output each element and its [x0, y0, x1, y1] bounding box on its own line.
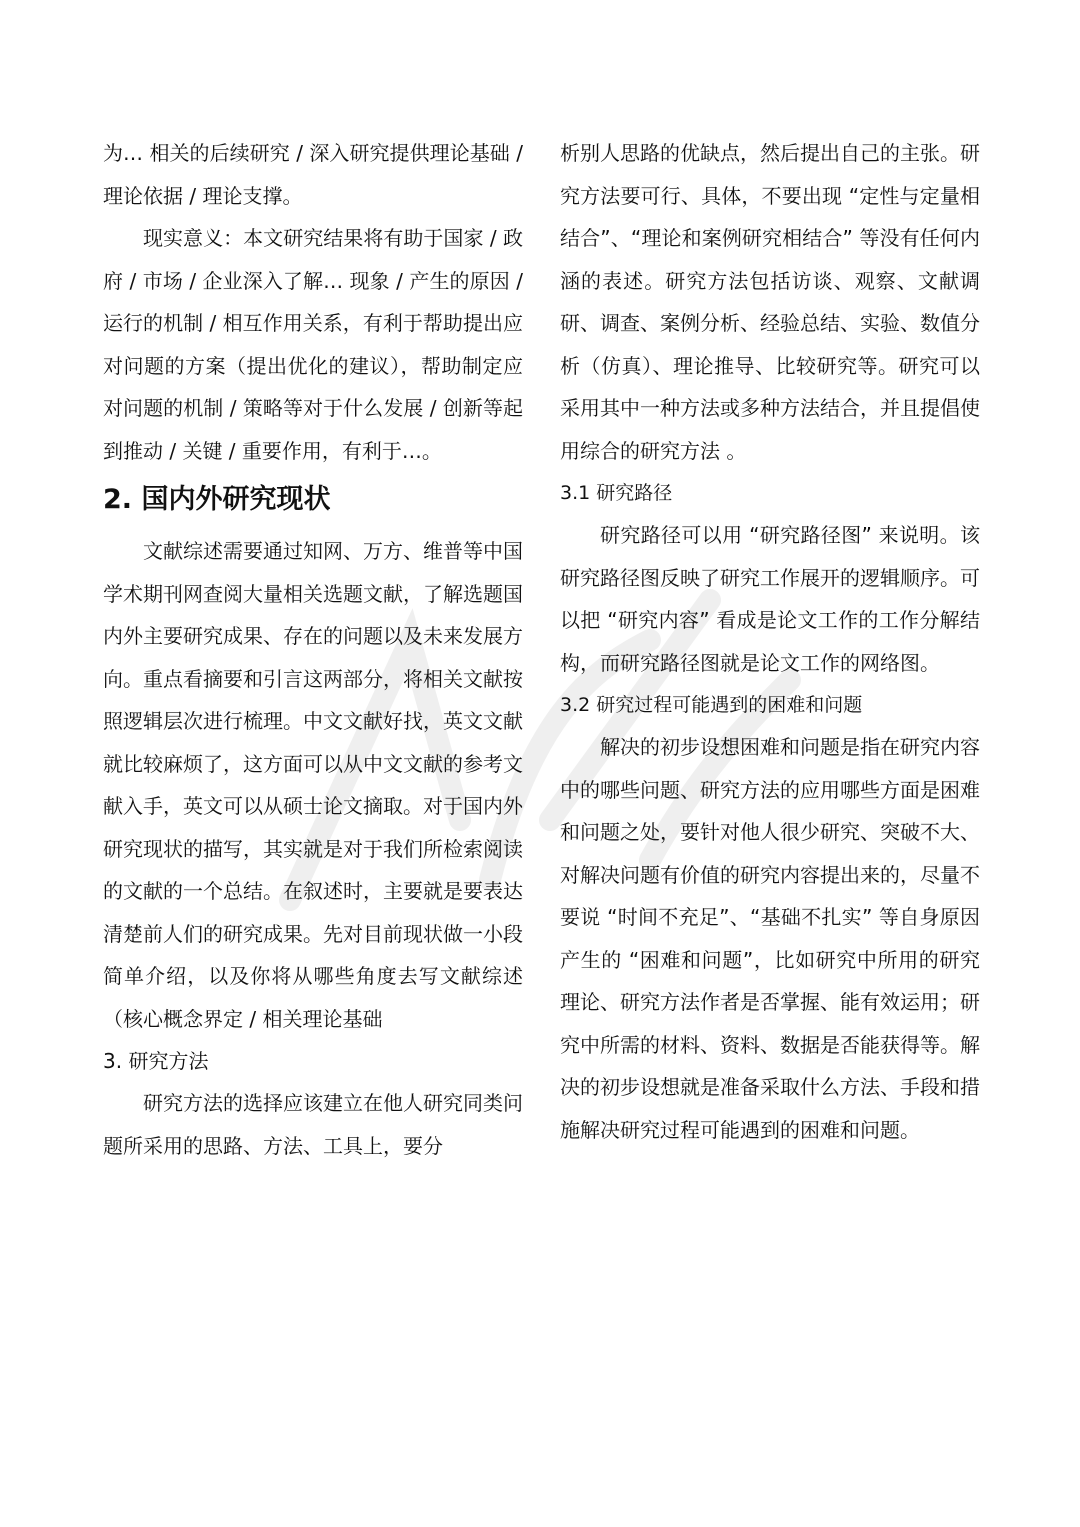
- paragraph-significance-end: 为… 相关的后续研究 / 深入研究提供理论基础 / 理论依据 / 理论支撑。: [103, 141, 523, 208]
- paragraph-research-methods-cont: 析别人思路的优缺点，然后提出自己的主张。研究方法要可行、具体，不要出现 “定性与定量相结合”、“理论和案例研究相结合” 等没有任何内涵的表述。研究方法包括访谈、观察、文献调研、调查、案例分析、经验总结、实验、数值分析（仿真）、理论推导、比较研究等。研究可以采用其中一种方法或多种方法结合，并且提倡使用综合的研究方法 。: [560, 141, 980, 463]
- subsection-heading-research-path: 3.1 研究路径: [560, 482, 673, 504]
- paragraph-research-methods-start: 研究方法的选择应该建立在他人研究同类问题所采用的思路、方法、工具上，要分: [103, 1091, 523, 1158]
- paragraph-research-path: 研究路径可以用 “研究路径图” 来说明。该研究路径图反映了研究工作展开的逻辑顺序。可以把 “研究内容” 看成是论文工作的工作分解结构，而研究路径图就是论文工作的网络图。: [560, 523, 980, 675]
- section-heading-research-status: 2. 国内外研究现状: [103, 484, 331, 515]
- section-heading-research-methods: 3. 研究方法: [103, 1049, 209, 1073]
- left-column: [103, 132, 523, 1167]
- paragraph-literature-review: 文献综述需要通过知网、万方、维普等中国学术期刊网查阅大量相关选题文献，了解选题国内外主要研究成果、存在的问题以及未来发展方向。重点看摘要和引言这两部分，将相关文献按照逻辑层次进行梳理。中文文献好找，英文文献就比较麻烦了，这方面可以从中文文献的参考文献入手，英文可以从硕士论文摘取。对于国内外研究现状的描写，其实就是对于我们所检索阅读的文献的一个总结。在叙述时，主要就是要表达清楚前人们的研究成果。先对目前现状做一小段简单介绍，以及你将从哪些角度去写文献综述（核心概念界定 / 相关理论基础: [103, 539, 523, 1031]
- subsection-heading-difficulties: 3.2 研究过程可能遇到的困难和问题: [560, 694, 863, 716]
- right-column: [560, 132, 980, 1151]
- paragraph-practical-significance: 现实意义：本文研究结果将有助于国家 / 政府 / 市场 / 企业深入了解… 现象 / 产生的原因 / 运行的机制 / 相互作用关系，有利于帮助提出应对问题的方案（提出优化的建议），帮助制定应对问题的机制 / 策略等对于什么发展 / 创新等起到推动 / 关键 / 重要作用，有利于…。: [103, 226, 523, 463]
- paragraph-difficulties: 解决的初步设想困难和问题是指在研究内容中的哪些问题、研究方法的应用哪些方面是困难和问题之处，要针对他人很少研究、突破不大、对解决问题有价值的研究内容提出来的，尽量不要说 “时间不充足”、“基础不扎实” 等自身原因产生的 “困难和问题”，比如研究中所用的研究理论、研究方法作者是否掌握、能有效运用；研究中所需的材料、资料、数据是否能获得等。解决的初步设想就是准备采取什么方法、手段和措施解决研究过程可能遇到的困难和问题。: [560, 735, 980, 1142]
